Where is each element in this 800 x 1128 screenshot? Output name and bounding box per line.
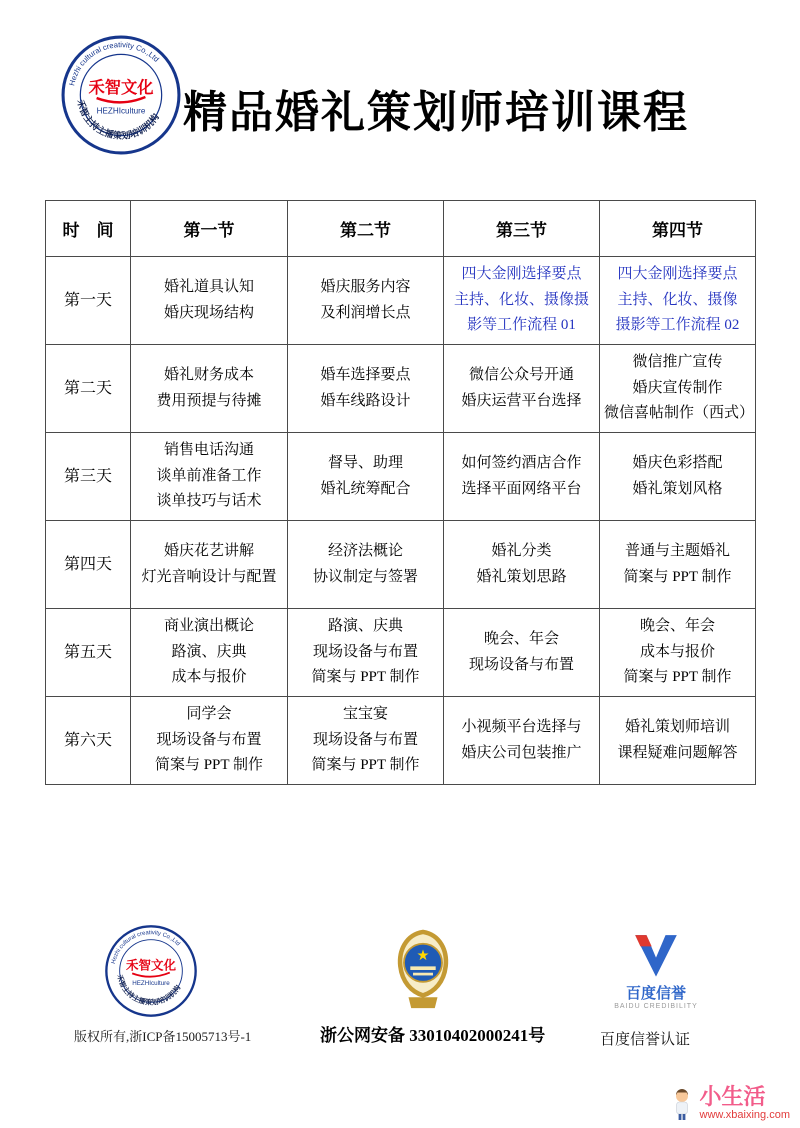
course-cell — [444, 521, 600, 609]
svg-text:禾智主持主播策划培训机构: 禾智主持主播策划培训机构 — [75, 98, 162, 141]
baidu-sub-label: BAIDU CREDIBILITY — [614, 1003, 698, 1010]
course-cell-line: 现场设备与布置 — [312, 643, 418, 660]
course-cell — [444, 433, 600, 521]
course-cell — [131, 345, 288, 433]
day-cell: 第四天 — [46, 521, 131, 609]
course-cell — [444, 345, 600, 433]
course-cell-line: 销售电话沟通 — [163, 442, 254, 459]
course-cell-line: 成本与报价 — [171, 669, 247, 686]
course-cell-line: 简案与 PPT 制作 — [311, 757, 420, 774]
course-cell — [288, 257, 444, 345]
course-cell-line: 费用预提与待摊 — [156, 392, 262, 409]
watermark-name: 小生活 — [699, 1083, 766, 1109]
course-cell-line: 简案与 PPT 制作 — [623, 568, 732, 585]
course-cell-line: 如何签约酒店合作 — [461, 455, 582, 471]
course-cell-line: 微信公众号开通 — [468, 367, 574, 383]
company-logo-icon — [104, 924, 198, 1018]
course-cell-line: 婚礼策划思路 — [476, 568, 567, 585]
column-header: 第二节 — [288, 201, 444, 257]
course-cell-line: 路演、庆典 — [171, 643, 247, 660]
course-cell-line: 督导、助理 — [327, 455, 403, 471]
course-cell-line: 婚车线路设计 — [320, 392, 411, 409]
course-cell-line: 成本与报价 — [639, 643, 715, 660]
table-row — [46, 697, 756, 785]
course-cell-line: 婚庆服务内容 — [320, 279, 411, 295]
course-cell — [600, 257, 756, 345]
course-cell-line: 婚礼策划师培训 — [624, 719, 730, 735]
course-cell — [131, 609, 288, 697]
course-cell — [131, 697, 288, 785]
course-cell-line: 婚礼策划风格 — [632, 480, 723, 497]
course-cell-line: 婚庆公司包装推广 — [461, 744, 582, 761]
svg-text:禾智文化: 禾智文化 — [88, 78, 154, 97]
svg-text:Hezhi cultural creativity Co.,: Hezhi cultural creativity Co.,Ltd — [67, 40, 161, 87]
course-cell-line: 四大金刚选择要点 — [461, 266, 582, 283]
course-cell-line: 主持、化妆、摄像 — [617, 291, 738, 308]
company-logo-footer — [104, 924, 198, 1018]
svg-text:禾智主持主播策划培训机构: 禾智主持主播策划培训机构 — [115, 973, 183, 1007]
course-cell-line: 婚庆运营平台选择 — [461, 392, 582, 409]
course-cell — [444, 697, 600, 785]
course-cell-line: 微信推广宣传 — [632, 354, 723, 371]
baidu-label: 百度信誉 — [625, 985, 686, 1002]
course-cell-line: 简案与 PPT 制作 — [154, 757, 264, 774]
course-cell-line: 四大金刚选择要点 — [617, 266, 738, 283]
course-cell — [600, 609, 756, 697]
svg-text:Hezhi cultural creativity Co.,: Hezhi cultural creativity Co.,Ltd — [110, 930, 181, 965]
course-cell-line: 婚礼道具认知 — [163, 279, 254, 295]
course-cell — [288, 521, 444, 609]
baidu-credibility-logo — [610, 930, 702, 1010]
baidu-shield-icon — [630, 930, 682, 980]
course-cell-line: 婚庆色彩搭配 — [632, 455, 723, 471]
course-cell-line: 商业演出概论 — [163, 618, 254, 635]
course-cell — [444, 609, 600, 697]
course-cell-line: 简案与 PPT 制作 — [311, 669, 420, 686]
course-cell-line: 普通与主题婚礼 — [624, 543, 730, 559]
course-cell-line: 婚礼分类 — [491, 543, 552, 559]
course-cell-line: 灯光音响设计与配置 — [141, 568, 277, 585]
table-row — [46, 609, 756, 697]
course-cell-line: 影等工作流程 01 — [467, 317, 576, 334]
police-badge-icon — [394, 926, 452, 1014]
column-header: 第一节 — [131, 201, 288, 257]
course-cell — [600, 345, 756, 433]
course-cell-line: 婚车选择要点 — [320, 367, 411, 383]
page-title: 精品婚礼策划师培训课程 — [183, 88, 689, 137]
course-cell-line: 现场设备与布置 — [156, 731, 262, 748]
course-cell-line: 现场设备与布置 — [312, 731, 418, 748]
table-body — [46, 257, 756, 785]
company-logo — [60, 34, 182, 156]
course-cell-line: 晚会、年会 — [483, 631, 559, 647]
course-table — [45, 200, 756, 785]
course-cell — [288, 345, 444, 433]
watermark-url[interactable]: www.xbaixing.com — [699, 1108, 790, 1121]
course-cell-line: 课程疑难问题解答 — [617, 744, 738, 761]
svg-text:禾智文化: 禾智文化 — [125, 958, 177, 973]
svg-text:HEZHIculture: HEZHIculture — [132, 980, 170, 988]
course-cell-line: 主持、化妆、摄像摄 — [453, 291, 589, 308]
course-cell-line: 简案与 PPT 制作 — [623, 669, 732, 686]
site-watermark — [669, 1085, 790, 1122]
course-cell — [600, 697, 756, 785]
mascot-icon — [669, 1088, 695, 1122]
svg-text:HEZHIculture: HEZHIculture — [96, 106, 146, 116]
course-cell-line: 谈单技巧与话术 — [156, 493, 262, 510]
day-cell: 第二天 — [46, 345, 131, 433]
course-cell-line: 谈单前准备工作 — [156, 467, 262, 484]
course-cell-line: 晚会、年会 — [639, 618, 715, 635]
course-cell-line: 婚庆宣传制作 — [632, 379, 723, 396]
course-cell-line: 小视频平台选择与 — [461, 719, 582, 735]
course-cell-line: 现场设备与布置 — [468, 656, 574, 673]
course-cell — [131, 521, 288, 609]
course-cell-line: 协议制定与签署 — [312, 568, 418, 585]
table-row — [46, 345, 756, 433]
course-cell-line: 摄影等工作流程 02 — [615, 317, 740, 334]
course-cell — [288, 697, 444, 785]
course-cell — [288, 609, 444, 697]
course-cell — [600, 521, 756, 609]
course-cell — [444, 257, 600, 345]
course-cell — [600, 433, 756, 521]
table-row — [46, 257, 756, 345]
icp-filing-text: 版权所有,浙ICP备15005713号-1 — [74, 1029, 252, 1044]
day-cell: 第三天 — [46, 433, 131, 521]
course-cell-line: 婚庆花艺讲解 — [163, 543, 254, 559]
course-cell-line: 微信喜帖制作（西式） — [604, 405, 755, 422]
table-header-row — [46, 201, 756, 257]
day-cell: 第六天 — [46, 697, 131, 785]
day-cell: 第五天 — [46, 609, 131, 697]
table-row — [46, 521, 756, 609]
day-cell: 第一天 — [46, 257, 131, 345]
course-cell-line: 宝宝宴 — [342, 706, 388, 723]
course-cell-line: 经济法概论 — [327, 543, 403, 559]
course-cell-line: 选择平面网络平台 — [461, 480, 582, 497]
course-cell-line: 路演、庆典 — [327, 618, 403, 635]
column-header: 第三节 — [444, 201, 600, 257]
table-row — [46, 433, 756, 521]
baidu-cert-text: 百度信誉认证 — [600, 1032, 691, 1048]
company-logo-icon — [60, 34, 182, 156]
course-cell — [131, 257, 288, 345]
svg-text:★: ★ — [416, 948, 430, 965]
course-cell-line: 婚庆现场结构 — [163, 304, 254, 321]
column-header: 时 间 — [46, 201, 131, 257]
course-cell-line: 婚礼统筹配合 — [320, 480, 411, 497]
police-filing-text: 浙公网安备 33010402000241号 — [320, 1026, 546, 1045]
course-cell-line: 婚礼财务成本 — [163, 367, 254, 383]
course-cell-line: 同学会 — [186, 706, 232, 723]
column-header: 第四节 — [600, 201, 756, 257]
course-cell — [288, 433, 444, 521]
course-cell-line: 及利润增长点 — [320, 304, 411, 321]
course-cell — [131, 433, 288, 521]
